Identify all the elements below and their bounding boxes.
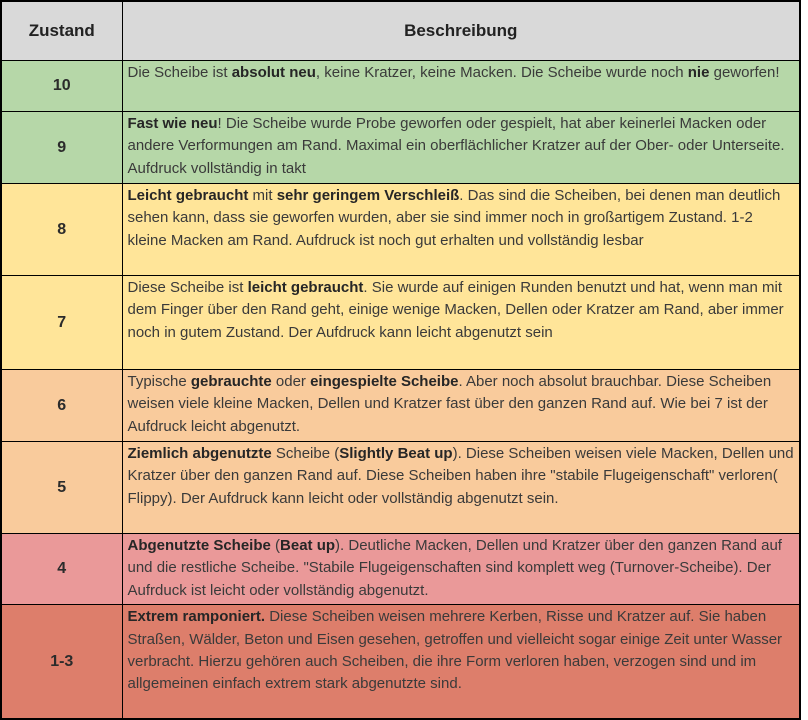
- condition-row-5: [1, 442, 800, 534]
- description-bold-text: nie: [687, 64, 710, 81]
- condition-row-4: [1, 534, 800, 605]
- description-cell: [122, 534, 800, 605]
- description-text: mit: [248, 187, 277, 204]
- description-text: ! Die Scheibe wurde Probe geworfen oder gespielt, hat aber keinerlei Macken oder andere Verformungen am Rand. Maximal ein oberflächlicher Kratzer auf der Ober- oder Unterseite. Aufdruck vollständig in takt: [127, 115, 785, 177]
- description-text: Diese Scheibe ist: [127, 279, 248, 296]
- description-cell: [122, 61, 800, 112]
- grade-cell: 10: [1, 61, 122, 112]
- grade-cell: 4: [1, 534, 122, 605]
- description-text: Typische: [127, 373, 191, 390]
- description-cell: [122, 370, 800, 442]
- grade-cell: 7: [1, 276, 122, 370]
- description-text: Scheibe (: [271, 445, 340, 462]
- description-text: , keine Kratzer, keine Macken. Die Scheibe wurde noch: [315, 64, 688, 81]
- description-bold-text: Leicht gebraucht: [127, 187, 249, 204]
- description-cell: [122, 184, 800, 276]
- description-text: geworfen!: [709, 64, 780, 81]
- condition-row-9: [1, 112, 800, 184]
- description-text: . Das sind die Scheiben, bei denen man deutlich sehen kann, dass sie geworfen wurden, aber sie sind immer noch in großartigem Zustand. 1-2 kleine Macken am Rand. Aufdruck ist noch gut erhalten und vollständig lesbar: [127, 187, 781, 249]
- description-text: Die Scheibe ist: [127, 64, 232, 81]
- condition-table-body: [1, 61, 800, 720]
- description-text: (: [270, 537, 281, 554]
- description-bold-text: gebrauchte: [190, 373, 272, 390]
- description-bold-text: Fast wie neu: [127, 115, 218, 132]
- description-text: . Sie wurde auf einigen Runden benutzt und hat, wenn man mit dem Finger über den Rand geht, einige wenige Macken, Dellen oder Kratzer am Rand, aber immer noch in gutem Zustand. Der Aufdruck kann leicht abgenutzt sein: [127, 279, 784, 341]
- description-cell: [122, 276, 800, 370]
- condition-row-8: [1, 184, 800, 276]
- condition-row-6: [1, 370, 800, 442]
- description-cell: [122, 112, 800, 184]
- description-bold-text: Abgenutzte Scheibe: [127, 537, 271, 554]
- description-cell: [122, 442, 800, 534]
- grade-cell: 1-3: [1, 605, 122, 720]
- description-bold-text: Beat up: [280, 537, 336, 554]
- description-text: ). Deutliche Macken, Dellen und Kratzer über den ganzen Rand auf und die restliche Scheibe. "Stabile Flugeigenschaften sind komplett weg (Turnover-Scheibe). Der Aufrduck ist leicht oder vollständig abgenutzt.: [127, 537, 782, 599]
- column-header-zustand: Zustand: [1, 1, 122, 61]
- grade-cell: 6: [1, 370, 122, 442]
- description-bold-text: absolut neu: [231, 64, 316, 81]
- grade-cell: 9: [1, 112, 122, 184]
- description-text: ). Diese Scheiben weisen viele Macken, Dellen und Kratzer über den ganzen Rand auf. Diese Scheiben haben ihre "stabile Flugeigenschaft" verloren( Flippy). Der Aufdruck kann leicht oder vollständig abgenutzt sein.: [127, 445, 794, 507]
- description-text: oder: [271, 373, 311, 390]
- description-text: . Aber noch absolut brauchbar. Diese Scheiben weisen viele kleine Macken, Dellen und Kratzer fast über den ganzen Rand auf. Wie bei 7 ist der Aufdruck leicht abgenutzt.: [127, 373, 772, 435]
- description-bold-text: eingespielte Scheibe: [310, 373, 459, 390]
- description-text: Diese Scheiben weisen mehrere Kerben, Risse und Kratzer auf. Sie haben Straßen, Wälder, Beton und Eisen gesehen, getroffen und vielleicht sogar einige Zeit unter Wasser verbracht. Hierzu gehören auch Scheiben, die ihre Form verloren haben, verzogen sind und im allgemeinen einfach extrem stark abgenutzte sind.: [127, 608, 783, 693]
- column-header-beschreibung: Beschreibung: [122, 1, 800, 61]
- condition-row-7: [1, 276, 800, 370]
- description-bold-text: leicht gebraucht: [247, 279, 364, 296]
- grade-cell: 8: [1, 184, 122, 276]
- description-bold-text: Slightly Beat up: [339, 445, 453, 462]
- header-row: [1, 1, 800, 61]
- grade-cell: 5: [1, 442, 122, 534]
- condition-row-10: [1, 61, 800, 112]
- description-cell: [122, 605, 800, 720]
- description-bold-text: Extrem ramponiert.: [127, 608, 266, 626]
- description-bold-text: Ziemlich abgenutzte: [127, 445, 272, 462]
- description-bold-text: sehr geringem Verschleiß: [276, 187, 460, 204]
- table-header: [1, 1, 800, 61]
- condition-row-1-3: [1, 605, 800, 720]
